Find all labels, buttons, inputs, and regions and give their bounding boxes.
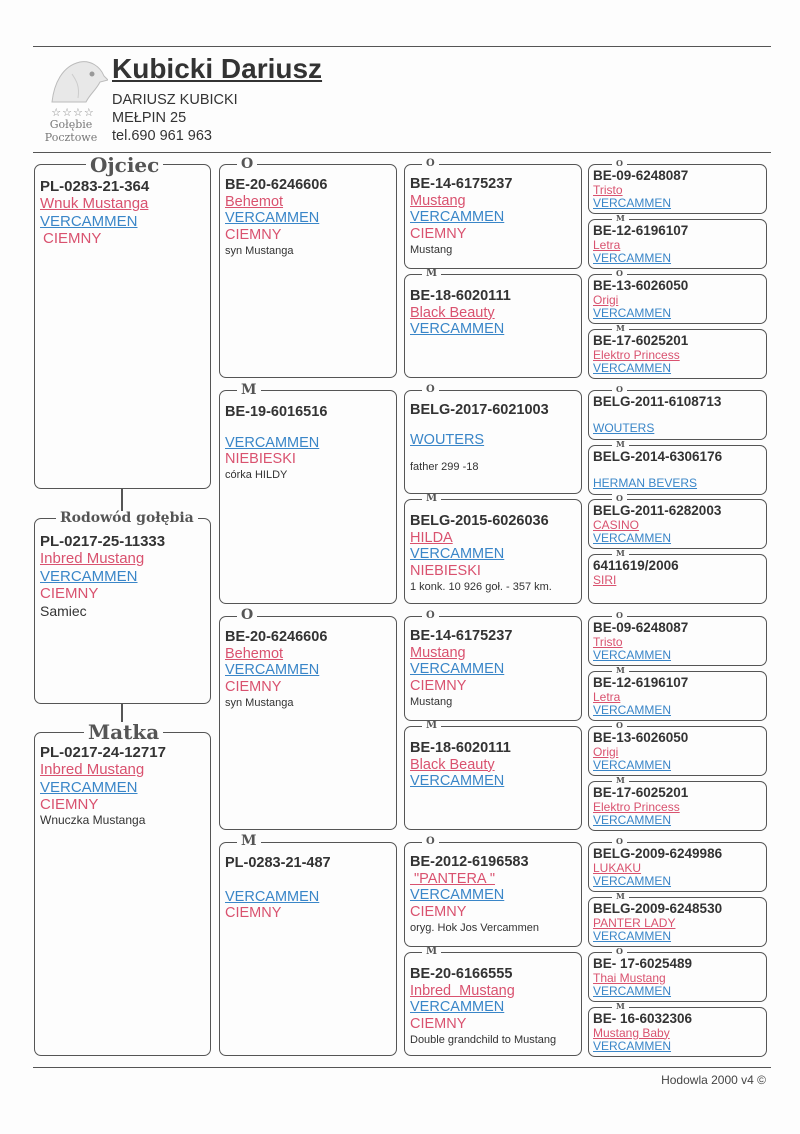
- gen4-breed: VERCAMMEN: [593, 305, 672, 320]
- subject-name: Inbred Mustang: [40, 550, 145, 568]
- gen3-card[interactable]: [404, 952, 582, 1056]
- gen2-sex-label: O: [237, 608, 257, 622]
- gen4-name: Tristo: [593, 634, 623, 649]
- mother-ring: PL-0217-24-12717: [40, 744, 166, 761]
- gen3-ring: BE-14-6175237: [410, 628, 513, 644]
- gen3-card[interactable]: [404, 726, 582, 830]
- contact-name: DARIUSZ KUBICKI: [112, 92, 238, 108]
- gen4-ring: BE-17-6025201: [593, 785, 689, 800]
- gen3-ring: BE-14-6175237: [410, 176, 513, 192]
- gen4-name: SIRI: [593, 572, 617, 587]
- father-card[interactable]: [34, 164, 211, 489]
- gen2-ring: PL-0283-21-487: [225, 855, 331, 871]
- gen2-ring: BE-19-6016516: [225, 404, 328, 420]
- gen4-breed: VERCAMMEN: [593, 873, 672, 888]
- gen4-breed: VERCAMMEN: [593, 983, 672, 998]
- gen4-card[interactable]: [588, 842, 767, 892]
- gen4-ring: BE-09-6248087: [593, 168, 689, 183]
- gen4-ring: BELG-2011-6282003: [593, 503, 722, 518]
- gen4-breed: VERCAMMEN: [593, 757, 672, 772]
- gen2-card[interactable]: [219, 842, 397, 1056]
- subject-color: CIEMNY: [40, 584, 99, 602]
- gen3-name: Mustang: [410, 192, 466, 209]
- gen3-name: "PANTERA ": [410, 870, 495, 887]
- gen4-ring: BE-13-6026050: [593, 278, 689, 293]
- logo: [36, 54, 110, 146]
- gen3-card[interactable]: [404, 164, 582, 269]
- gen3-ring: BE-2012-6196583: [410, 854, 529, 870]
- gen4-ring: BE-13-6026050: [593, 730, 689, 745]
- gen4-breed: WOUTERS: [593, 420, 655, 435]
- gen4-name: Letra: [593, 237, 621, 252]
- subject-card[interactable]: [34, 518, 211, 704]
- father-breed: VERCAMMEN: [40, 212, 138, 230]
- gen2-color: CIEMNY: [225, 679, 282, 696]
- gen4-breed: VERCAMMEN: [593, 928, 672, 943]
- gen3-card[interactable]: [404, 842, 582, 947]
- gen2-name: Behemot: [225, 193, 284, 210]
- gen4-card[interactable]: [588, 390, 767, 440]
- father-name: Wnuk Mustanga: [40, 195, 149, 213]
- gen2-color: CIEMNY: [225, 905, 282, 922]
- gen4-sex-label: M: [612, 892, 629, 900]
- gen3-breed: VERCAMMEN: [410, 661, 505, 678]
- gen2-sex-label: M: [237, 834, 261, 848]
- gen4-sex-label: O: [612, 611, 627, 619]
- gen3-breed: VERCAMMEN: [410, 999, 505, 1016]
- gen4-ring: BE-12-6196107: [593, 223, 689, 238]
- gen4-ring: BE-17-6025201: [593, 333, 689, 348]
- gen4-name: Origi: [593, 292, 619, 307]
- mother-name: Inbred Mustang: [40, 761, 145, 779]
- gen3-breed: WOUTERS: [410, 431, 485, 448]
- subject-breed: VERCAMMEN: [40, 567, 138, 585]
- phone: tel.690 961 963: [112, 128, 212, 144]
- gen4-card[interactable]: [588, 219, 767, 269]
- gen2-color: CIEMNY: [225, 227, 282, 244]
- pedigree-label: Rodowód gołębia: [56, 511, 198, 525]
- gen4-breed: VERCAMMEN: [593, 250, 672, 265]
- gen4-breed: VERCAMMEN: [593, 702, 672, 717]
- logo-stars: ☆☆☆☆: [51, 107, 95, 119]
- father-color: CIEMNY: [43, 229, 102, 247]
- gen3-ring: BELG-2017-6021003: [410, 402, 549, 418]
- gen4-ring: BE-12-6196107: [593, 675, 689, 690]
- gen3-color: CIEMNY: [410, 226, 467, 243]
- gen4-card[interactable]: [588, 445, 767, 495]
- gen3-color: CIEMNY: [410, 1016, 467, 1033]
- gen4-card[interactable]: [588, 671, 767, 721]
- gen4-breed: HERMAN BEVERS: [593, 475, 698, 490]
- gen4-sex-label: O: [612, 721, 627, 729]
- gen2-note: córka HILDY: [225, 469, 288, 482]
- gen3-name: Mustang: [410, 644, 466, 661]
- gen4-ring: BELG-2014-6306176: [593, 449, 723, 464]
- gen2-sex-label: M: [237, 383, 261, 397]
- gen4-sex-label: O: [612, 159, 627, 167]
- subject-ring: PL-0217-25-11333: [40, 533, 166, 550]
- gen3-ring: BELG-2015-6026036: [410, 513, 549, 529]
- gen2-breed: VERCAMMEN: [225, 434, 320, 451]
- gen4-breed: VERCAMMEN: [593, 195, 672, 210]
- gen4-breed: VERCAMMEN: [593, 360, 672, 375]
- gen3-card[interactable]: [404, 499, 582, 604]
- gen2-color: NIEBIESKI: [225, 451, 296, 468]
- gen3-card[interactable]: [404, 616, 582, 721]
- gen4-sex-label: O: [612, 947, 627, 955]
- gen3-sex-label: O: [422, 611, 439, 621]
- gen3-color: NIEBIESKI: [410, 563, 481, 580]
- gen3-note: Mustang: [410, 243, 453, 256]
- mother-note: Wnuczka Mustanga: [40, 813, 146, 827]
- gen4-sex-label: M: [612, 549, 629, 557]
- gen3-name: HILDA: [410, 529, 453, 546]
- gen4-name: Thai Mustang: [593, 970, 666, 985]
- bottom-rule: [33, 1067, 771, 1068]
- gen2-ring: BE-20-6246606: [225, 177, 328, 193]
- gen4-name: Mustang Baby: [593, 1025, 670, 1040]
- gen2-card[interactable]: [219, 164, 397, 378]
- gen4-ring: BE- 17-6025489: [593, 956, 693, 971]
- mother-label: Matka: [84, 722, 163, 742]
- gen3-ring: BE-18-6020111: [410, 288, 511, 304]
- gen3-breed: VERCAMMEN: [410, 209, 505, 226]
- gen3-note: Double grandchild to Mustang: [410, 1033, 557, 1046]
- gen4-ring: BELG-2011-6108713: [593, 394, 722, 409]
- gen2-note: syn Mustanga: [225, 244, 294, 257]
- gen3-card[interactable]: [404, 274, 582, 378]
- gen3-note: father 299 -18: [410, 461, 479, 474]
- gen4-card[interactable]: [588, 726, 767, 776]
- gen4-card[interactable]: [588, 274, 767, 324]
- gen4-breed: VERCAMMEN: [593, 1038, 672, 1053]
- gen4-card[interactable]: [588, 616, 767, 666]
- gen3-card[interactable]: [404, 390, 582, 494]
- gen4-card[interactable]: [588, 554, 767, 604]
- gen4-name: CASINO: [593, 517, 640, 532]
- gen4-card[interactable]: [588, 952, 767, 1002]
- gen3-note: Mustang: [410, 695, 453, 708]
- logo-line1: Gołębie: [49, 118, 93, 131]
- gen3-note: oryg. Hok Jos Vercammen: [410, 921, 539, 934]
- gen4-card[interactable]: [588, 329, 767, 379]
- gen4-ring: BELG-2009-6248530: [593, 901, 723, 916]
- gen3-ring: BE-20-6166555: [410, 966, 513, 982]
- mother-color: CIEMNY: [40, 795, 99, 813]
- gen4-sex-label: M: [612, 440, 629, 448]
- footer-text: Hodowla 2000 v4 ©: [661, 1073, 766, 1087]
- gen4-name: Letra: [593, 689, 621, 704]
- gen3-sex-label: M: [422, 494, 441, 504]
- gen4-card[interactable]: [588, 499, 767, 549]
- gen4-breed: VERCAMMEN: [593, 530, 672, 545]
- pigeon-head-icon: [42, 54, 108, 106]
- gen4-sex-label: O: [612, 269, 627, 277]
- mother-card[interactable]: [34, 732, 211, 1056]
- gen2-sex-label: O: [237, 157, 257, 171]
- gen2-breed: VERCAMMEN: [225, 662, 320, 679]
- gen2-note: syn Mustanga: [225, 696, 294, 709]
- logo-line2: Pocztowe: [44, 131, 98, 144]
- mother-breed: VERCAMMEN: [40, 778, 138, 796]
- gen4-card[interactable]: [588, 897, 767, 947]
- gen2-ring: BE-20-6246606: [225, 629, 328, 645]
- gen4-sex-label: M: [612, 776, 629, 784]
- gen3-breed: VERCAMMEN: [410, 887, 505, 904]
- gen4-name: Origi: [593, 744, 619, 759]
- gen4-sex-label: M: [612, 214, 629, 222]
- gen3-breed: VERCAMMEN: [410, 773, 505, 790]
- gen2-breed: VERCAMMEN: [225, 888, 320, 905]
- gen3-breed: VERCAMMEN: [410, 546, 505, 563]
- gen4-ring: BELG-2009-6249986: [593, 846, 723, 861]
- gen3-breed: VERCAMMEN: [410, 321, 505, 338]
- gen3-sex-label: O: [422, 159, 439, 169]
- gen2-card[interactable]: [219, 390, 397, 604]
- gen4-sex-label: M: [612, 1002, 629, 1010]
- gen3-sex-label: O: [422, 385, 439, 395]
- gen4-card[interactable]: [588, 1007, 767, 1057]
- gen4-name: Elektro Princess: [593, 347, 680, 362]
- gen4-name: LUKAKU: [593, 860, 642, 875]
- gen2-name: Behemot: [225, 645, 284, 662]
- gen3-name: Inbred Mustang: [410, 982, 515, 999]
- gen4-name: Tristo: [593, 182, 623, 197]
- gen4-card[interactable]: [588, 781, 767, 831]
- top-rule: [33, 46, 771, 47]
- owner-name: Kubicki Dariusz: [112, 53, 323, 84]
- gen4-sex-label: M: [612, 666, 629, 674]
- father-ring: PL-0283-21-364: [40, 178, 150, 195]
- gen2-card[interactable]: [219, 616, 397, 830]
- gen4-sex-label: M: [612, 324, 629, 332]
- gen4-ring: BE-09-6248087: [593, 620, 689, 635]
- gen4-sex-label: O: [612, 494, 627, 502]
- gen3-note: 1 konk. 10 926 goł. - 357 km.: [410, 580, 552, 593]
- gen4-sex-label: O: [612, 837, 627, 845]
- gen3-ring: BE-18-6020111: [410, 740, 511, 756]
- gen4-sex-label: O: [612, 385, 627, 393]
- gen4-ring: 6411619/2006: [593, 558, 679, 573]
- gen3-sex-label: M: [422, 269, 441, 279]
- subject-sex: Samiec: [40, 603, 87, 619]
- gen2-breed: VERCAMMEN: [225, 210, 320, 227]
- gen4-ring: BE- 16-6032306: [593, 1011, 693, 1026]
- address: MEŁPIN 25: [112, 110, 187, 126]
- gen4-name: Elektro Princess: [593, 799, 680, 814]
- gen3-sex-label: M: [422, 721, 441, 731]
- gen3-sex-label: O: [422, 837, 439, 847]
- gen3-color: CIEMNY: [410, 678, 467, 695]
- father-label: Ojciec: [86, 155, 163, 175]
- gen4-name: PANTER LADY: [593, 915, 676, 930]
- gen4-breed: VERCAMMEN: [593, 647, 672, 662]
- gen3-color: CIEMNY: [410, 904, 467, 921]
- gen4-breed: VERCAMMEN: [593, 812, 672, 827]
- gen3-name: Black Beauty: [410, 756, 495, 773]
- gen4-card[interactable]: [588, 164, 767, 214]
- gen3-sex-label: M: [422, 947, 441, 957]
- gen3-name: Black Beauty: [410, 304, 495, 321]
